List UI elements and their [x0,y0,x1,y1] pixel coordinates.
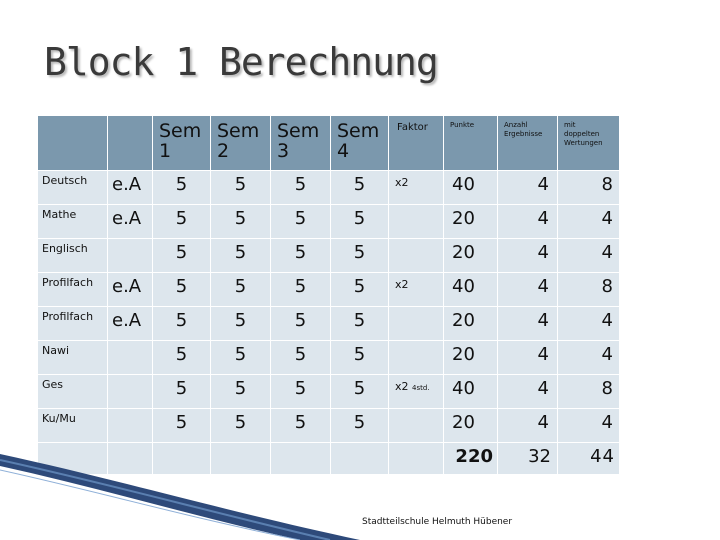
sem-value-cell: 5 [331,239,389,273]
decorative-swoosh [0,440,720,540]
sem-value-cell: 5 [271,273,331,307]
punkte-cell: 40 [444,273,498,307]
header-punkte: Punkte [444,116,498,171]
doppelt-cell: 4 [558,409,620,443]
sem-value-cell: 5 [211,171,271,205]
header-empty [38,116,108,171]
subject-cell: Profilfach [38,307,108,341]
doppelt-cell: 8 [558,171,620,205]
sem-value-cell: 5 [153,375,211,409]
anzahl-cell: 4 [498,273,558,307]
anzahl-cell: 4 [498,239,558,273]
header-sem2: Sem 2 [211,116,271,171]
sem-value-cell: 5 [211,341,271,375]
ea-cell: e.A [108,273,153,307]
sem-value-cell: 5 [271,375,331,409]
sem-value-cell: 5 [271,341,331,375]
sem-value-cell: 5 [153,307,211,341]
table-header-row [38,116,620,171]
sem-value-cell: 5 [271,205,331,239]
ea-cell: e.A [108,307,153,341]
ea-cell [108,341,153,375]
punkte-cell: 20 [444,307,498,341]
faktor-cell [389,273,444,307]
sem-value-cell: 5 [153,239,211,273]
faktor-cell [389,205,444,239]
subject-cell: Englisch [38,239,108,273]
anzahl-cell: 4 [498,375,558,409]
doppelt-cell: 4 [558,205,620,239]
sem-value-cell: 5 [211,409,271,443]
table-row [38,273,620,307]
ea-cell: e.A [108,171,153,205]
subject-cell: Profilfach [38,273,108,307]
faktor-cell [389,307,444,341]
sem-value-cell: 5 [211,273,271,307]
doppelt-cell: 4 [558,341,620,375]
anzahl-cell: 4 [498,307,558,341]
punkte-cell: 20 [444,341,498,375]
doppelt-cell: 4 [558,239,620,273]
faktor-value: x2 [395,278,409,291]
table-row [38,171,620,205]
footer-school-name: Stadtteilschule Helmuth Hübener [362,517,513,527]
sem-value-cell: 5 [271,409,331,443]
sem-value-cell: 5 [331,171,389,205]
ea-cell [108,239,153,273]
subject-cell: Deutsch [38,171,108,205]
header-anzahl: Anzahl Ergebnisse [498,116,558,171]
faktor-value: x2 [395,176,409,189]
table-row [38,307,620,341]
sem-value-cell: 5 [331,341,389,375]
anzahl-cell: 4 [498,171,558,205]
ea-cell: e.A [108,205,153,239]
faktor-note: 4std. [412,384,430,392]
table-row [38,409,620,443]
total-punkte: 220 [444,443,498,475]
faktor-cell [389,171,444,205]
sem-value-cell: 5 [271,307,331,341]
anzahl-cell: 4 [498,341,558,375]
table-row [38,375,620,409]
sem-value-cell: 5 [211,375,271,409]
sem-value-cell: 5 [153,341,211,375]
header-doppelt: mit doppelten Wertungen [558,116,620,171]
grade-table [37,115,620,475]
total-anzahl: 32 [498,443,558,475]
sem-value-cell: 5 [331,375,389,409]
subject-cell: Ges [38,375,108,409]
sem-value-cell: 5 [153,171,211,205]
sem-value-cell: 5 [331,205,389,239]
header-sem1: Sem 1 [153,116,211,171]
table-row [38,205,620,239]
doppelt-cell: 8 [558,273,620,307]
sem-value-cell: 5 [331,409,389,443]
subject-cell: Ku/Mu [38,409,108,443]
sem-value-cell: 5 [211,239,271,273]
subject-cell: Mathe [38,205,108,239]
faktor-value: x2 [395,380,409,393]
table-row [38,341,620,375]
subject-cell: Nawi [38,341,108,375]
ea-cell [108,409,153,443]
total-doppelt: 44 [558,443,620,475]
sem-value-cell: 5 [331,273,389,307]
faktor-cell [389,341,444,375]
faktor-cell [389,409,444,443]
punkte-cell: 40 [444,375,498,409]
header-empty [108,116,153,171]
sem-value-cell: 5 [153,409,211,443]
sem-value-cell: 5 [153,205,211,239]
faktor-cell [389,239,444,273]
header-sem3: Sem 3 [271,116,331,171]
punkte-cell: 20 [444,239,498,273]
sem-value-cell: 5 [271,239,331,273]
sem-value-cell: 5 [271,171,331,205]
doppelt-cell: 8 [558,375,620,409]
header-faktor: Faktor [389,116,444,171]
punkte-cell: 20 [444,205,498,239]
doppelt-cell: 4 [558,307,620,341]
ea-cell [108,375,153,409]
table-row [38,239,620,273]
sem-value-cell: 5 [211,307,271,341]
sem-value-cell: 5 [211,205,271,239]
anzahl-cell: 4 [498,205,558,239]
header-sem4: Sem 4 [331,116,389,171]
punkte-cell: 40 [444,171,498,205]
sem-value-cell: 5 [331,307,389,341]
punkte-cell: 20 [444,409,498,443]
faktor-cell [389,375,444,409]
anzahl-cell: 4 [498,409,558,443]
page-title: Block 1 Berechnung [44,40,438,84]
sem-value-cell: 5 [153,273,211,307]
